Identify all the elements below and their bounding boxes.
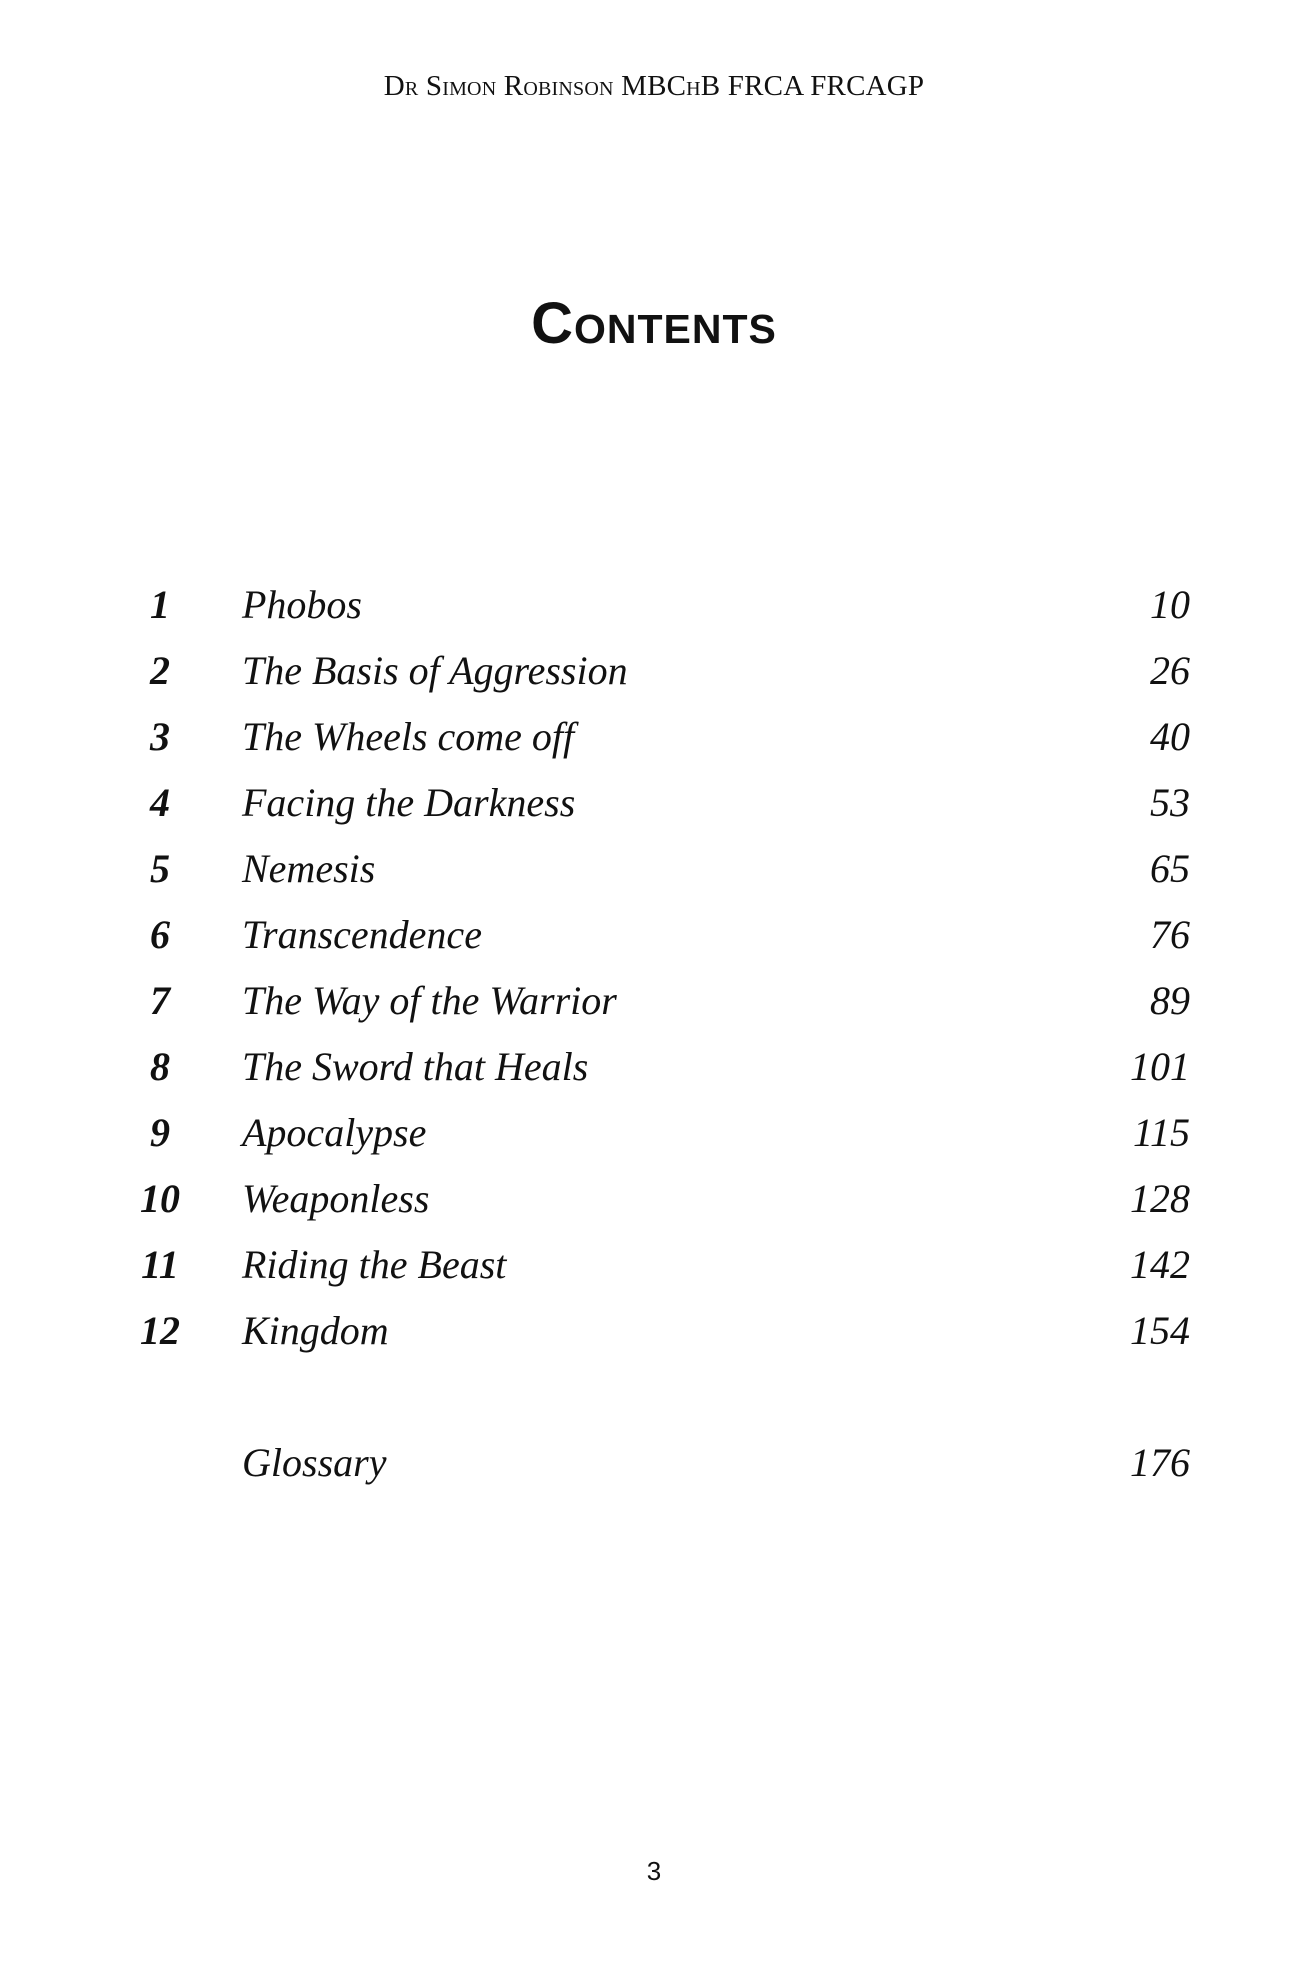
toc-spacer (130, 1364, 1190, 1430)
chapter-title: Riding the Beast (242, 1242, 507, 1287)
page-title: Contents (531, 291, 777, 356)
toc-entry-6[interactable] (130, 902, 1190, 968)
toc-entry-8[interactable] (130, 1034, 1190, 1100)
toc-entry-1[interactable] (130, 572, 1190, 638)
chapter-number: 6 (150, 912, 170, 957)
chapter-page: 101 (1130, 1044, 1190, 1089)
chapter-title: The Wheels come off (242, 714, 575, 759)
chapter-title: Phobos (242, 582, 362, 627)
chapter-page: 65 (1150, 846, 1190, 891)
chapter-title: The Way of the Warrior (242, 978, 617, 1023)
toc-entry-9[interactable] (130, 1100, 1190, 1166)
chapter-page: 10 (1150, 582, 1190, 627)
chapter-title: The Sword that Heals (242, 1044, 589, 1089)
toc-entry-12[interactable] (130, 1298, 1190, 1364)
toc-entry-glossary[interactable] (130, 1430, 1190, 1496)
toc-entry-10[interactable] (130, 1166, 1190, 1232)
chapter-page: 142 (1130, 1242, 1190, 1287)
chapter-number: 4 (150, 780, 170, 825)
chapter-page: 154 (1130, 1308, 1190, 1353)
running-header: Dr Simon Robinson MBChB FRCA FRCAGP (383, 70, 925, 102)
page-number: 3 (646, 1856, 662, 1886)
toc-entry-4[interactable] (130, 770, 1190, 836)
toc-entry-7[interactable] (130, 968, 1190, 1034)
chapter-number: 9 (150, 1110, 170, 1155)
chapter-title: Kingdom (242, 1308, 389, 1353)
chapter-title: Transcendence (242, 912, 482, 957)
chapter-page: 40 (1150, 714, 1190, 759)
chapter-number: 7 (150, 978, 170, 1023)
toc-entry-5[interactable] (130, 836, 1190, 902)
chapter-page: 115 (1132, 1110, 1190, 1155)
chapter-page: 26 (1150, 648, 1190, 693)
table-of-contents (130, 572, 1190, 1496)
toc-entry-2[interactable] (130, 638, 1190, 704)
chapter-number: 10 (140, 1176, 180, 1221)
chapter-page: 53 (1150, 780, 1190, 825)
chapter-number: 2 (150, 648, 170, 693)
back-matter-title: Glossary (242, 1440, 387, 1485)
chapter-number: 5 (150, 846, 170, 891)
chapter-title: The Basis of Aggression (242, 648, 628, 693)
chapter-title: Nemesis (242, 846, 376, 891)
chapter-number: 12 (140, 1308, 180, 1353)
toc-entry-3[interactable] (130, 704, 1190, 770)
chapter-page: 128 (1130, 1176, 1190, 1221)
chapter-title: Weaponless (242, 1176, 430, 1221)
chapter-number: 8 (150, 1044, 170, 1089)
chapter-number: 1 (150, 582, 170, 627)
chapter-page: 89 (1150, 978, 1190, 1023)
chapter-page: 76 (1150, 912, 1190, 957)
back-matter-page: 176 (1130, 1440, 1190, 1485)
chapter-number: 11 (141, 1242, 179, 1287)
chapter-title: Apocalypse (242, 1110, 427, 1155)
chapter-number: 3 (150, 714, 170, 759)
toc-entry-11[interactable] (130, 1232, 1190, 1298)
chapter-title: Facing the Darkness (242, 780, 576, 825)
